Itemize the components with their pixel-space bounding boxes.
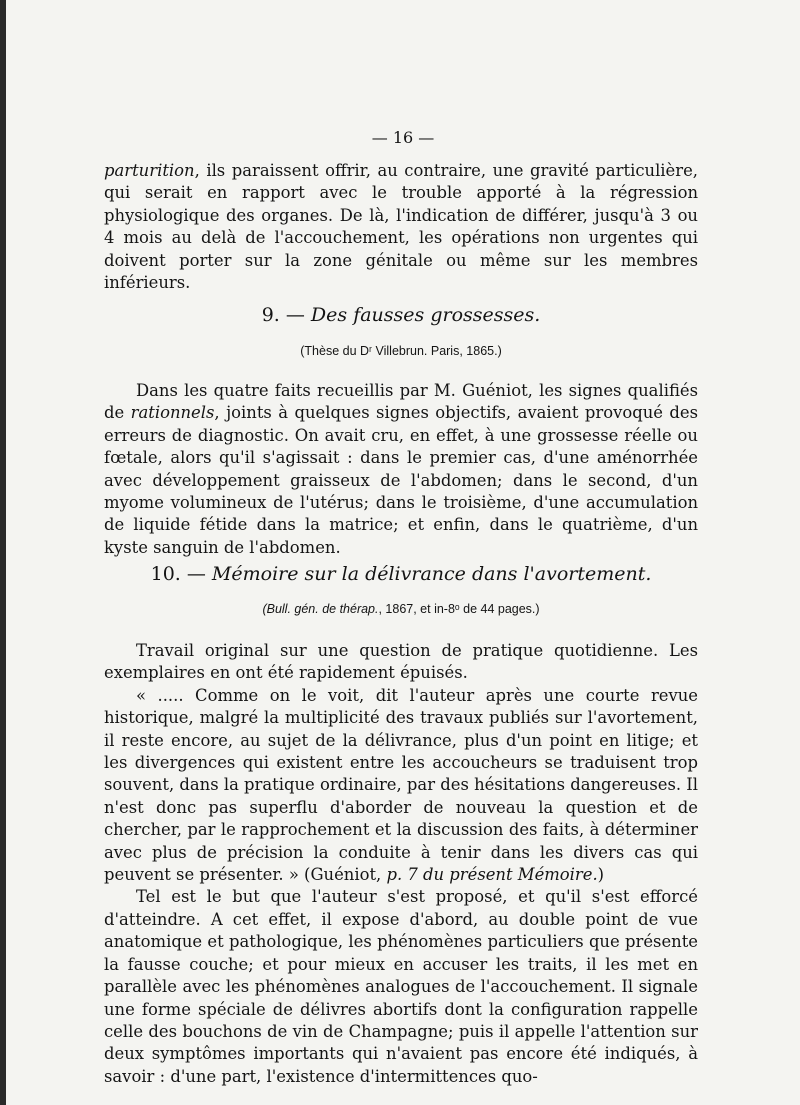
italic-term: parturition [104,161,195,180]
paragraph-parturition [104,160,698,294]
section-9-paragraph [104,380,698,559]
section-10-body [104,640,698,1088]
paragraph-quote [104,685,698,887]
section-10-heading [104,562,698,586]
italic-term: rationnels [130,403,215,423]
paragraph-text: Dans les quatre faits recueillis par M. Guéniot, les signes qualifiés de [104,381,698,423]
section-title: Des fausses grossesses. [310,304,541,326]
section-number: 9. — [261,304,305,326]
paragraph-summary: Tel est le but que l'auteur s'est proposé, et qu'il s'est efforcé d'atteindre. A cet effet, il expose d'abord, au double point de vue anatomique et pathologique, les phénomènes particuliers que présente la fausse couche; et pour mieux en accuser les traits, il les met en parallèle avec les phénomènes analogues de l'accouchement. Il signale une forme spéciale de délivres abortifs dont la configuration rappelle celle des bouchons de vin de Champagne; puis il appelle l'attention sur deux symptômes importants qui n'avaient pas encore été indiqués, à savoir : d'une part, l'existence d'intermittences quo- [104,887,698,1086]
citation-details: , 1867, et in-8ᵒ de 44 pages.) [378,602,540,616]
paragraph-intro: Travail original sur une question de pratique quotidienne. Les exemplaires en ont été rapidement épuisés. [104,641,698,683]
paragraph-text: , joints à quelques signes objectifs, avaient provoqué des erreurs de diagnostic. On avait cru, en effet, à une grossesse réelle ou fœtale, alors qu'il s'agissait : dans le premier cas, d'une aménorrhée avec développement graisseux de l'abdomen; dans le second, d'un myome volumineux de l'utérus; dans le troisième, d'une accumulation de liquide fétide dans la matrice; et enfin, dans le quatrième, d'un kyste sanguin de l'abdomen. [104,403,699,557]
quote-close: ) [597,865,605,885]
section-9-heading [104,303,698,327]
section-10-citation [104,601,698,617]
page-number: — 16 — [371,128,435,147]
section-9-citation: (Thèse du Dʳ Villebrun. Paris, 1865.) [300,344,502,358]
paragraph-text: , ils paraissent offrir, au contraire, une gravité particulière, qui serait en rapport avec le trouble apporté à la régression physiologique des organes. De là, l'indication de différer, jusqu'à 3 ou 4 mois au delà de l'accouchement, les opérations non urgentes qui doivent porter sur la zone génitale ou même sur les membres inférieurs. [104,161,698,293]
quote-reference: p. 7 du présent Mémoire. [386,865,598,885]
section-title: Mémoire sur la délivrance dans l'avortement. [211,563,652,585]
quote-text: « ..... Comme on le voit, dit l'auteur après une courte revue historique, malgré la multiplicité des travaux publiés sur l'avortement, il reste encore, au sujet de la délivrance, plus d'un point en litige; et les divergences qui existent entre les accoucheurs se traduisent trop souvent, dans la pratique ordinaire, par des hésitations dangereuses. Il n'est donc pas superflu d'aborder de nouveau la question et de chercher, par le rapprochement et la discussion des faits, à déterminer avec plus de précision la conduite à tenir dans les divers cas qui peuvent se présenter. » (Guéniot, [104,685,698,885]
section-number: 10. — [150,563,206,585]
citation-source: (Bull. gén. de thérap. [262,602,379,616]
